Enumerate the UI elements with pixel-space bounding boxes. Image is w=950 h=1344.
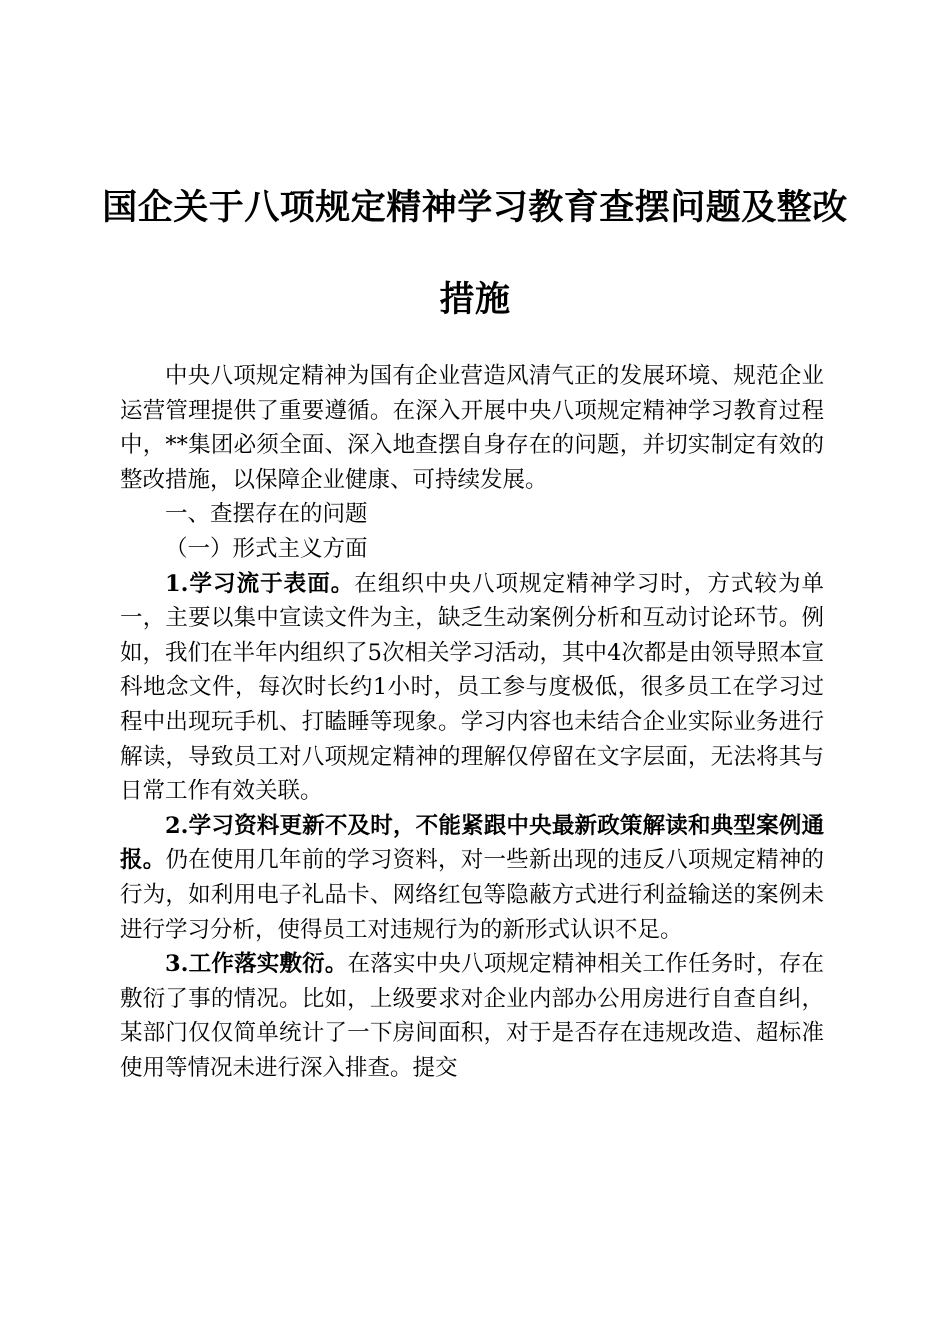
item-text: 在组织中央八项规定精神学习时，方式较为单一，主要以集中宣读文件为主，缺乏生动案例分析和互动讨论环节。例如，我们在半年内组织了5次相关学习活动，其中4次都是由领导照本宣科地念文件，每次时长约1小时，员工参与度极低，很多员工在学习过程中出现玩手机、打瞌睡等现象。学习内容也未结合企业实际业务进行解读，导致员工对八项规定精神的理解仅停留在文字层面，无法将其与日常工作有效关联。 bbox=[120, 570, 824, 805]
item-paragraph bbox=[120, 567, 824, 809]
subsection-heading: （一）形式主义方面 bbox=[165, 535, 368, 562]
intro-paragraph: 中央八项规定精神为国有企业营造风清气正的发展环境、规范企业运营管理提供了重要遵循。在深入开展中央八项规定精神学习教育过程中，**集团必须全面、深入地查摆自身存在的问题，并切实制定有效的整改措施，以保障企业健康、可持续发展。 bbox=[120, 363, 824, 493]
section-heading: 一、查摆存在的问题 bbox=[165, 501, 368, 528]
document-body bbox=[120, 359, 824, 1085]
document-title: 国企关于八项规定精神学习教育查摆问题及整改措施 bbox=[102, 188, 848, 320]
item-lead: 2.学习资料更新不及时，不能紧跟中央最新政策解读和典型案例通报。 bbox=[120, 812, 824, 874]
item-text: 仍在使用几年前的学习资料，对一些新出现的违反八项规定精神的行为，如利用电子礼品卡、网络红包等隐蔽方式进行利益输送的案例未进行学习分析，使得员工对违规行为的新形式认识不足。 bbox=[120, 847, 824, 943]
item-paragraph bbox=[120, 809, 824, 947]
item-paragraph bbox=[120, 947, 824, 1085]
item-text: 在落实中央八项规定精神相关工作任务时，存在敷衍了事的情况。比如，上级要求对企业内部办公用房进行自查自纠，某部门仅仅简单统计了一下房间面积，对于是否存在违规改造、超标准使用等情况未进行深入排查。提交 bbox=[120, 951, 824, 1081]
item-lead: 1.学习流于表面。 bbox=[165, 570, 355, 597]
item-lead: 3.工作落实敷衍。 bbox=[165, 951, 348, 978]
